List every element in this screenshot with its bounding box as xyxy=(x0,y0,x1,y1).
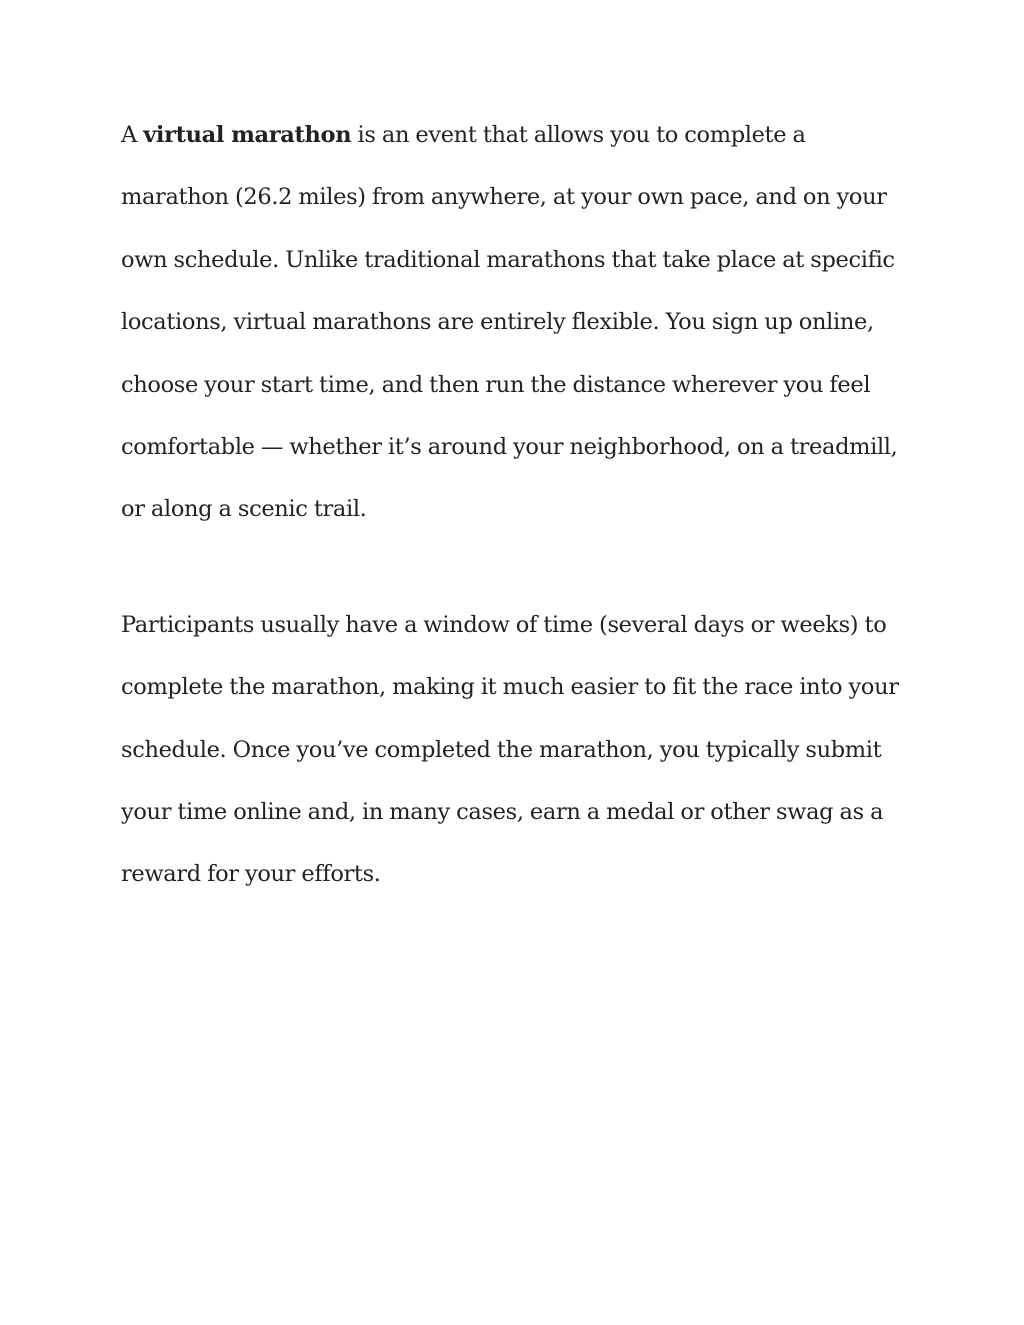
text-span: A xyxy=(121,122,144,148)
text-span: is an event that allows you to complete a xyxy=(351,122,806,148)
text-line: reward for your efforts. xyxy=(121,861,381,888)
text-line: comfortable — whether it’s around your neighborhood, on a treadmill, xyxy=(121,433,898,460)
paragraph-gap xyxy=(121,541,911,594)
text-line xyxy=(121,104,911,166)
text-line: complete the marathon, making it much easier to fit the race into your xyxy=(121,674,899,701)
document-body xyxy=(121,104,911,906)
paragraph-1 xyxy=(121,104,911,541)
text-line: choose your start time, and then run the distance wherever you feel xyxy=(121,371,871,398)
text-line: marathon (26.2 miles) from anywhere, at your own pace, and on your xyxy=(121,184,887,211)
text-line: own schedule. Unlike traditional marathons that take place at specific xyxy=(121,246,895,273)
text-line: your time online and, in many cases, earn a medal or other swag as a xyxy=(121,798,884,825)
paragraph-2 xyxy=(121,594,911,906)
text-line: Participants usually have a window of time (several days or weeks) to xyxy=(121,611,887,638)
text-line: schedule. Once you’ve completed the marathon, you typically submit xyxy=(121,736,882,763)
bold-term: virtual marathon xyxy=(143,122,352,148)
text-line: locations, virtual marathons are entirely flexible. You sign up online, xyxy=(121,309,874,336)
text-line: or along a scenic trail. xyxy=(121,496,367,523)
